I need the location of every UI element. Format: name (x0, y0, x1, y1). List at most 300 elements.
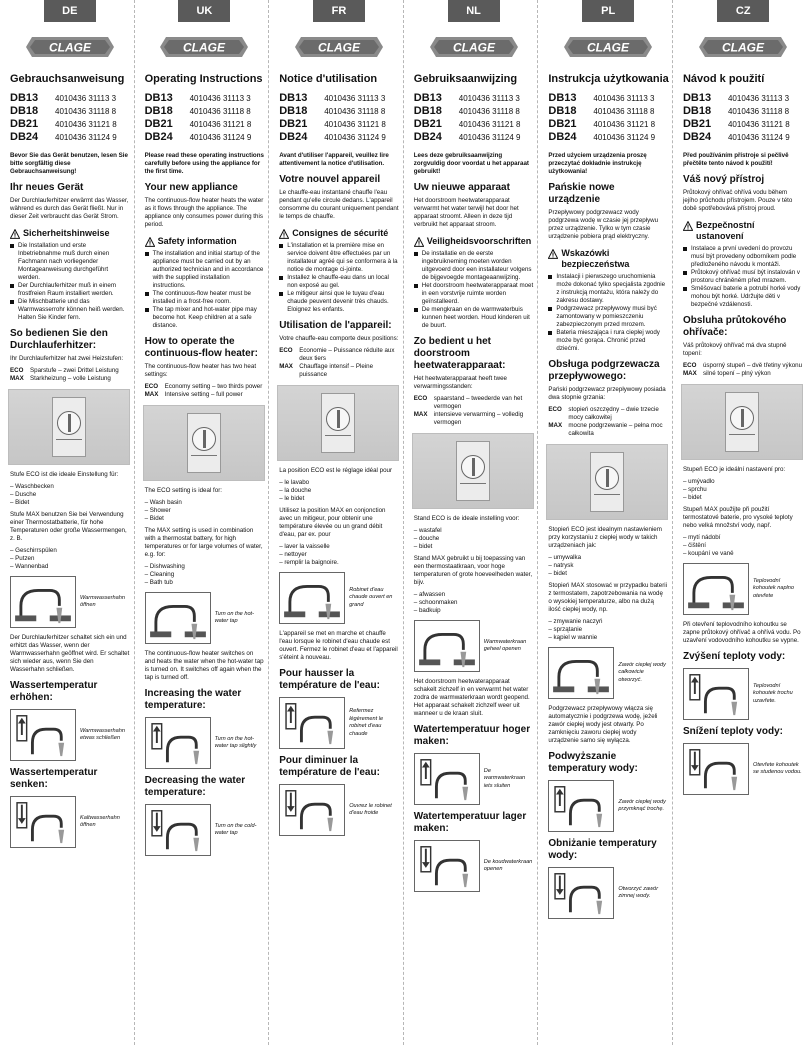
safety-list (414, 250, 534, 330)
clage-logo-icon (428, 34, 520, 60)
model-list (279, 92, 399, 144)
article-number: 4010436 31124 9 (189, 133, 252, 142)
max-list (683, 534, 804, 558)
setting-row (414, 395, 534, 411)
clage-logo-icon (293, 34, 385, 60)
article-number: 4010436 31121 8 (458, 120, 521, 129)
article-number: 4010436 31113 3 (324, 94, 386, 103)
article-number: 4010436 31121 8 (593, 120, 656, 129)
caption: Teplovodní kohoutek trochu uzavřete. (752, 682, 793, 704)
model-code: DB21 (682, 118, 712, 130)
warning-icon (548, 249, 558, 259)
language-column-uk (135, 0, 270, 1045)
safety-item: Podgrzewacz przepływowy musi być zamontowany w pomieszczeniu zabezpieczonym przed mrozem. (548, 305, 668, 329)
switch-text: Het doorstroom heetwaterapparaat schakelt zichzelf in en verwarmt het water zodra de warmwaterkraan wordt geopend. Het apparaat schakelt zichzelf weer uit wanneer u de kraan sluit. (413, 678, 530, 717)
model-code: DB21 (10, 118, 39, 130)
new-appliance-heading: Ihr neues Gerät (10, 182, 84, 193)
list-item: – natrysk (548, 562, 668, 570)
caption: Ouvrez le robinet d'eau froide (349, 802, 392, 816)
setting-desc: stopień oszczędny – dwie trzecie mocy całkowitej (568, 406, 659, 421)
clage-logo-icon (24, 34, 116, 60)
safety-item: The installation and initial startup of the appliance must be carried out by an authorized technician and in accordance with the supplied installation instructions. (145, 250, 265, 290)
safety-item: The continuous-flow heater must be installed in a frost-free room. (145, 290, 265, 306)
list-item: – Putzen (10, 555, 130, 563)
safety-item: De installatie en de eerste ingebruikneming moeten worden uitgevoerd door een installateur volgens de bijgevoegde montageaanwijzing. (414, 250, 534, 282)
model-row (414, 118, 534, 131)
temperature-knob-icon (326, 407, 350, 431)
list-item: – la douche (279, 487, 399, 495)
increase-temp-heading: Wassertemperatur erhöhen: (10, 680, 98, 703)
increase-temp-figure (279, 697, 399, 749)
decrease-temp-heading: Obniżanie temperatury wody: (548, 838, 657, 861)
model-code: DB18 (10, 105, 39, 117)
decrease-temp-figure (683, 743, 804, 795)
list-item: – bidet (683, 494, 804, 502)
new-appliance-text: Průtokový ohřívač ohřívá vodu během jejího průchodu přístrojem. Pouze v této době spotřebovává přístroj proud. (682, 189, 793, 212)
caption: Refermez légèrement le robinet d'eau chaude (349, 708, 384, 737)
increase-temp-figure (414, 753, 534, 805)
brand-text: CLAGE (452, 40, 495, 55)
model-row (414, 131, 534, 144)
switch-text: The continuous-flow heater switches on and heats the water when the hot-water tap is turned on. It switches off again when the tap is turned off. (144, 650, 264, 681)
model-list (548, 92, 668, 144)
operation-heading: Zo bedient u het doorstroom heetwaterapparaat: (413, 336, 506, 371)
page-title: Operating Instructions (144, 73, 263, 85)
clage-logo (10, 34, 130, 62)
decrease-temp-figure (10, 796, 130, 848)
eco-text: Stupeň ECO je ideální nastavení pro: (682, 466, 786, 473)
article-number: 4010436 31118 8 (189, 107, 251, 116)
caption: Teplovodní kohoutek naplno otevřete (752, 577, 795, 599)
heat-settings (548, 406, 668, 438)
heater-device-illustration (546, 444, 668, 520)
decrease-temp-figure (145, 804, 265, 856)
list-item: – le lavabo (279, 479, 399, 487)
heat-settings (10, 367, 130, 383)
heat-settings (279, 347, 399, 379)
faucet-icon (683, 563, 749, 615)
safety-item: Instalace a první uvedení do provozu musí být provedeny odborníkem podle předloženého návodu k montáži. (683, 245, 804, 269)
new-appliance-text: Het doorstroom heetwaterapparaat verwarmt het water terwijl het door het apparaat stroomt. Alleen in deze tijd verbruikt het apparaat stroom. (413, 197, 519, 228)
list-item: – Bath tub (145, 579, 265, 587)
model-row (145, 105, 265, 118)
list-item: – bidet (414, 543, 534, 551)
faucet-icon (414, 620, 480, 672)
setting-key: ECO (279, 347, 293, 354)
model-row (10, 118, 130, 131)
heat-settings (414, 395, 534, 427)
decrease-temp-heading: Decreasing the water temperature: (144, 775, 246, 798)
eco-text: Stufe ECO ist die ideale Einstellung für: (10, 471, 119, 478)
article-number: 4010436 31121 8 (727, 120, 790, 129)
setting-desc: Sparstufe – zwei Drittel Leistung (30, 367, 119, 374)
increase-temp-heading: Pour hausser la température de l'eau: (279, 668, 380, 691)
switch-text: Der Durchlauferhitzer schaltet sich ein und erhitzt das Wasser, wenn der Warmwasserhahn geöffnet wird. Er schaltet sich wieder aus, wenn Sie den Wasserhahn schließen. (10, 634, 130, 673)
operation-text: Váš průtokový ohřívač má dva stupně topení: (682, 342, 787, 357)
eco-list (414, 527, 534, 551)
language-tab: CZ (717, 0, 769, 22)
max-text: Stufe MAX benutzen Sie bei Verwendung einer Thermostatbatterie, für hohe Temperaturen oder große Wassermengen, z. B. (10, 511, 127, 542)
language-column-cz (673, 0, 808, 1045)
model-code: DB21 (413, 118, 442, 130)
caption: Kaltwasserhahn öffnen (80, 814, 120, 828)
language-column-pl (538, 0, 673, 1045)
setting-row (145, 383, 265, 391)
setting-row (279, 363, 399, 379)
setting-desc: Economy setting – two thirds power (164, 383, 263, 390)
increase-temp-figure (683, 668, 804, 720)
hot-tap-open-figure (548, 647, 668, 699)
list-item: – afwassen (414, 591, 534, 599)
caption: Robinet d'eau chaude ouvert en grand (349, 586, 393, 608)
eco-list (10, 483, 130, 507)
model-code: DB13 (548, 92, 577, 104)
safety-heading (683, 220, 804, 242)
model-row (10, 131, 130, 144)
faucet-arrow-down-icon (10, 796, 76, 848)
intro-text: Przed użyciem urządzenia proszę przeczytać dokładnie instrukcję użytkowania! (548, 152, 647, 175)
heater-device-illustration (8, 389, 130, 465)
safety-item: Směšovací baterie a potrubí horké vody mohou být horké. Udržujte děti v bezpečné vzdálenosti. (683, 285, 804, 309)
list-item: – wastafel (414, 527, 534, 535)
setting-row (145, 391, 265, 399)
brand-text: CLAGE (587, 40, 630, 55)
faucet-arrow-down-icon (548, 867, 614, 919)
safety-heading (548, 248, 668, 270)
article-number: 4010436 31124 9 (593, 133, 656, 142)
model-row (683, 131, 804, 144)
language-tab: UK (178, 0, 230, 22)
model-code: DB18 (548, 105, 577, 117)
hot-tap-open-figure (10, 576, 130, 628)
list-item: – Wannenbad (10, 563, 130, 571)
model-row (683, 118, 804, 131)
heater-device-illustration (412, 433, 534, 509)
decrease-temp-heading: Watertemperatuur lager maken: (413, 811, 527, 834)
max-list (414, 591, 534, 615)
eco-text: Stand ECO is de ideale instelling voor: (413, 515, 520, 522)
faucet-arrow-up-icon (414, 753, 480, 805)
setting-row (548, 422, 668, 438)
caption: De koudwaterkraan openen (483, 858, 533, 872)
heat-settings (683, 362, 804, 378)
model-code: DB13 (413, 92, 442, 104)
safety-list (10, 242, 130, 322)
list-item: – sprchu (683, 486, 804, 494)
setting-key: MAX (548, 422, 563, 429)
faucet-icon (279, 572, 345, 624)
temperature-knob-icon (57, 411, 81, 435)
model-code: DB13 (10, 92, 39, 104)
warning-icon (279, 229, 289, 239)
setting-row (10, 375, 130, 383)
model-row (145, 118, 265, 131)
page-title: Notice d'utilisation (279, 73, 378, 85)
list-item: – zmywanie naczyń (548, 618, 668, 626)
max-text: Stopień MAX stosować w przypadku baterii z termostatem, zapotrzebowania na wodę o wysokiej temperaturze, albo na dużą ilość ciepłej wody, np. (548, 582, 668, 613)
heater-device-illustration (143, 405, 265, 481)
eco-list (145, 499, 265, 523)
max-text: Utilisez la position MAX en conjonction avec un mitigeur, pour obtenir une température élevée ou un grand débit d'eau, par ex. pour (279, 507, 386, 538)
eco-list (279, 479, 399, 503)
article-number: 4010436 31113 3 (727, 94, 790, 103)
new-appliance-heading: Pańskie nowe urządzenie (548, 182, 615, 205)
model-list (10, 92, 130, 144)
setting-key: MAX (279, 363, 293, 370)
caption: Warmwasserhahn etwas schließen (80, 727, 125, 741)
max-list (279, 543, 399, 567)
setting-desc: Economie – Puissance réduite aux deux tiers (299, 347, 395, 362)
language-tab: FR (313, 0, 365, 22)
model-row (548, 131, 668, 144)
model-list (414, 92, 534, 144)
heater-device-illustration (681, 384, 803, 460)
model-row (548, 105, 668, 118)
operation-heading: Obsluha průtokového ohřívače: (682, 315, 787, 338)
list-item: – nettoyer (279, 551, 399, 559)
caption: Zawór ciepłej wody przymknąć trochę. (618, 798, 666, 812)
increase-temp-figure (10, 709, 130, 761)
article-number: 4010436 31118 8 (593, 107, 655, 116)
clage-logo-icon (158, 34, 250, 60)
clage-logo (414, 34, 534, 62)
new-appliance-heading: Votre nouvel appareil (279, 174, 381, 185)
list-item: – douche (414, 535, 534, 543)
temperature-knob-icon (730, 406, 754, 430)
operation-text: Votre chauffe-eau comporte deux positions: (279, 335, 399, 342)
list-item: – kąpiel w wannie (548, 634, 668, 642)
setting-key: ECO (682, 362, 697, 369)
article-number: 4010436 31121 8 (324, 120, 386, 129)
setting-row (279, 347, 399, 363)
list-item: – bidet (548, 570, 668, 578)
increase-temp-figure (145, 717, 265, 769)
new-appliance-heading: Váš nový přístroj (682, 174, 765, 185)
max-text: The MAX setting is used in combination with a thermostat battery, for high temperatures or for large volumes of water, e.g. for: (144, 527, 263, 558)
heater-device-illustration (277, 385, 399, 461)
model-code: DB18 (682, 105, 712, 117)
setting-desc: mocne podgrzewanie – pełna moc całkowita (568, 422, 663, 437)
setting-key: MAX (144, 391, 159, 398)
caption: Warmwasserhahn öffnen (80, 594, 125, 608)
setting-row (683, 362, 804, 370)
setting-key: ECO (10, 367, 24, 374)
model-row (279, 105, 399, 118)
model-row (10, 105, 130, 118)
page-title: Instrukcja użytkowania (548, 73, 669, 85)
model-code: DB24 (413, 131, 442, 143)
faucet-arrow-up-icon (548, 780, 614, 832)
list-item: – umywalka (548, 554, 668, 562)
new-appliance-heading: Your new appliance (144, 182, 238, 193)
eco-text: Stopień ECO jest idealnym nastawieniem przy korzystaniu z ciepłej wody w takich urządzeniach jak: (548, 526, 662, 549)
safety-heading (145, 236, 265, 247)
temperature-knob-icon (192, 427, 216, 451)
brand-text: CLAGE (317, 40, 360, 55)
article-number: 4010436 31113 3 (189, 94, 251, 103)
language-tab: PL (582, 0, 634, 22)
new-appliance-text: Le chauffe-eau instantané chauffe l'eau pendant qu'elle circule dedans. L'appareil consomme du courant uniquement pendant le temps de chauffe. (279, 189, 399, 220)
list-item: – remplir la baignoire. (279, 559, 399, 567)
safety-title: Veiligheidsvoorschriften (426, 236, 532, 246)
list-item: – le bidet (279, 495, 399, 503)
list-item: – sprzątanie (548, 626, 668, 634)
safety-title: Safety information (157, 236, 237, 246)
article-number: 4010436 31124 9 (324, 133, 386, 142)
max-text: Stand MAX gebruikt u bij toepassing van een thermostaatkraan, voor hoge temperaturen of grote hoeveelheden water, bijv. (413, 555, 533, 586)
setting-desc: Chauffage intensif – Pleine puissance (299, 363, 374, 378)
max-list (548, 618, 668, 642)
model-code: DB24 (10, 131, 39, 143)
setting-key: MAX (413, 411, 428, 418)
decrease-temp-figure (414, 840, 534, 892)
setting-key: ECO (413, 395, 428, 402)
decrease-temp-heading: Pour diminuer la température de l'eau: (279, 755, 380, 778)
faucet-arrow-down-icon (145, 804, 211, 856)
decrease-temp-heading: Snížení teploty vody: (682, 726, 783, 737)
language-tab: NL (448, 0, 500, 22)
safety-item: Le mitigeur ainsi que le tuyau d'eau chaude peuvent devenir très chauds. Eloignez les enfants. (279, 290, 399, 314)
caption: Turn on the hot-water tap (214, 610, 254, 624)
switch-text: Při otevření teplovodního kohoutku se zapne průtokový ohřívač a ohřívá vodu. Po uzavření vodovodního kohoutku se vypne. (682, 621, 801, 644)
caption: Turn on the cold-water tap (214, 822, 257, 836)
list-item: – schoonmaken (414, 599, 534, 607)
hot-tap-open-figure (414, 620, 534, 672)
setting-desc: úsporný stupeň – dvě třetiny výkonu (702, 362, 803, 369)
clage-logo-icon (697, 34, 789, 60)
faucet-arrow-up-icon (10, 709, 76, 761)
safety-item: Het doorstroom heetwaterapparaat moet in een vorstvrije ruimte worden geïnstalleerd. (414, 282, 534, 306)
faucet-arrow-down-icon (683, 743, 749, 795)
model-code: DB24 (548, 131, 577, 143)
model-row (145, 131, 265, 144)
safety-heading (414, 236, 534, 247)
eco-list (683, 478, 804, 502)
setting-key: ECO (144, 383, 159, 390)
article-number: 4010436 31121 8 (55, 120, 117, 129)
safety-item: Průtokový ohřívač musí být instalován v prostoru chráněném před mrazem. (683, 269, 804, 285)
model-code: DB24 (682, 131, 712, 143)
language-column-nl (404, 0, 539, 1045)
setting-desc: spaarstand – tweederde van het vermogen (433, 395, 523, 410)
clage-logo (548, 34, 668, 62)
faucet-arrow-up-icon (683, 668, 749, 720)
model-row (548, 118, 668, 131)
new-appliance-heading: Uw nieuwe apparaat (413, 182, 510, 193)
safety-list (548, 273, 668, 353)
model-row (279, 131, 399, 144)
increase-temp-figure (548, 780, 668, 832)
intro-text: Avant d'utiliser l'appareil, veuillez lire attentivement la notice d'utilisation. (279, 152, 389, 167)
faucet-arrow-up-icon (145, 717, 211, 769)
faucet-icon (548, 647, 614, 699)
model-code: DB21 (279, 118, 308, 130)
article-number: 4010436 31118 8 (458, 107, 520, 116)
list-item: – Geschirrspülen (10, 547, 130, 555)
model-row (279, 92, 399, 105)
faucet-arrow-up-icon (279, 697, 345, 749)
model-row (145, 92, 265, 105)
model-row (10, 92, 130, 105)
max-list (10, 547, 130, 571)
model-row (548, 92, 668, 105)
safety-list (683, 245, 804, 309)
list-item: – Bidet (10, 499, 130, 507)
list-item: – Shower (145, 507, 265, 515)
clage-logo (279, 34, 399, 62)
intro-text: Bevor Sie das Gerät benutzen, lesen Sie bitte sorgfältig diese Gebrauchsanweisung! (10, 152, 128, 175)
faucet-icon (10, 576, 76, 628)
setting-desc: intensieve verwarming – volledig vermogen (433, 411, 524, 426)
setting-row (10, 367, 130, 375)
caption: Otworzyć zawór zimnej wody. (618, 885, 659, 899)
eco-text: La position ECO est le réglage idéal pour (279, 467, 393, 474)
safety-title: Consignes de sécurité (292, 228, 389, 238)
setting-row (548, 406, 668, 422)
safety-item: De mengkraan en de warmwaterbuis kunnen heet worden. Houd kinderen uit de buurt. (414, 306, 534, 330)
warning-icon (145, 237, 155, 247)
faucet-arrow-down-icon (279, 784, 345, 836)
hot-tap-open-figure (279, 572, 399, 624)
eco-list (548, 554, 668, 578)
eco-text: The ECO setting is ideal for: (144, 487, 222, 494)
setting-row (414, 411, 534, 427)
safety-title: Wskazówki bezpieczeństwa (561, 248, 630, 269)
max-text: Stupeň MAX použijte při použití termostatové baterie, pro vysoké teploty nebo velká množství vody, např. (682, 506, 793, 529)
model-row (683, 92, 804, 105)
setting-key: MAX (10, 375, 24, 382)
caption: Warmwaterkraan geheel openen (483, 638, 527, 652)
setting-row (683, 370, 804, 378)
brand-text: CLAGE (183, 40, 226, 55)
article-number: 4010436 31118 8 (55, 107, 117, 116)
article-number: 4010436 31124 9 (55, 133, 117, 142)
safety-title: Sicherheitshinweise (23, 228, 110, 238)
list-item: – umývadlo (683, 478, 804, 486)
list-item: – Dishwashing (145, 563, 265, 571)
setting-desc: Starkheizung – volle Leistung (30, 375, 111, 382)
safety-item: Der Durchlauferhitzer muß in einem frostfreien Raum installiert werden. (10, 282, 130, 298)
clage-logo-icon (562, 34, 654, 60)
setting-key: ECO (548, 406, 562, 413)
decrease-temp-figure (279, 784, 399, 836)
model-code: DB21 (548, 118, 577, 130)
operation-text: The continuous-flow heater has two heat settings: (144, 363, 257, 378)
caption: Otevřete kohoutek se studenou vodou. (752, 761, 802, 775)
article-number: 4010436 31121 8 (189, 120, 252, 129)
language-column-fr (269, 0, 404, 1045)
decrease-temp-figure (548, 867, 668, 919)
model-code: DB24 (144, 131, 173, 143)
safety-list (279, 242, 399, 314)
model-row (683, 105, 804, 118)
model-list (145, 92, 265, 144)
setting-desc: silné topení – plný výkon (702, 370, 771, 377)
clage-logo (145, 34, 265, 62)
model-row (279, 118, 399, 131)
article-number: 4010436 31124 9 (458, 133, 521, 142)
safety-item: Instalacji i pierwszego uruchomienia może dokonać tylko specjalista zgodnie z instrukcją montażu, która należy do zakresu dostawy. (548, 273, 668, 305)
model-code: DB13 (144, 92, 173, 104)
model-code: DB18 (279, 105, 308, 117)
list-item: – Cleaning (145, 571, 265, 579)
model-row (414, 105, 534, 118)
list-item: – laver la vaisselle (279, 543, 399, 551)
warning-icon (683, 221, 693, 231)
list-item: – Bidet (145, 515, 265, 523)
brand-text: CLAGE (722, 40, 765, 55)
model-code: DB24 (279, 131, 308, 143)
